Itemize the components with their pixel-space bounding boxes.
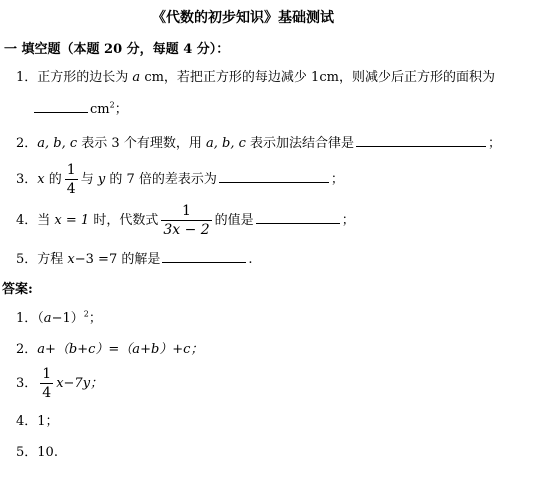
fraction-bar — [40, 383, 53, 384]
page-title: 《代数的初步知识》基础测试 — [152, 10, 334, 26]
answer-text: x−7y； — [56, 376, 104, 391]
answer-text: a+（b+c）=（a+b）+c； — [37, 342, 204, 357]
terminator: ； — [114, 102, 128, 117]
answer-text: 10. — [37, 445, 58, 460]
fraction-bar — [161, 220, 211, 221]
answer-blank[interactable] — [356, 134, 486, 147]
terminator: ； — [341, 213, 355, 228]
unit: cm — [90, 102, 110, 117]
fraction-denominator: 4 — [66, 181, 76, 197]
answer-4 — [16, 414, 59, 430]
fraction — [65, 162, 78, 197]
fraction-denominator: 4 — [42, 385, 52, 401]
question-number: 2． — [16, 136, 38, 151]
answer-number: 2． — [16, 342, 38, 357]
variables: a, b, c — [205, 136, 246, 151]
question-number: 1． — [16, 70, 38, 85]
question-5 — [16, 250, 253, 268]
answer-number: 1． — [16, 311, 38, 326]
variables: a, b, c — [37, 136, 78, 151]
question-text: 正方形的边长为 — [37, 70, 133, 85]
terminator: ； — [330, 172, 344, 187]
question-text: 的 7 倍的差表示为 — [105, 172, 217, 187]
variable: y — [97, 172, 106, 187]
answer-text: （ — [37, 311, 44, 326]
fraction — [40, 366, 53, 401]
terminator: . — [248, 252, 253, 267]
variable: x — [67, 252, 75, 267]
question-text: 的 — [44, 172, 62, 187]
question-number: 3． — [16, 172, 38, 187]
question-text: 的值是 — [214, 213, 254, 228]
expression: x = 1 — [54, 213, 90, 228]
section-heading: 一 填空题（本题 20 分，每题 4 分）： — [4, 42, 230, 57]
question-3 — [16, 162, 344, 198]
question-text: 方程 — [37, 252, 68, 267]
question-text: 表示加法结合律是 — [245, 136, 355, 151]
question-text: 当 — [37, 213, 55, 228]
question-2 — [16, 134, 501, 152]
question-text: 时，代数式 — [89, 213, 159, 228]
question-number: 5． — [16, 252, 38, 267]
answer-text: 1； — [37, 414, 59, 429]
terminator: ； — [488, 136, 502, 151]
answer-number: 4． — [16, 414, 38, 429]
fraction — [161, 203, 211, 238]
answer-text: −1） — [51, 311, 84, 326]
answer-blank[interactable] — [219, 170, 329, 183]
answer-blank[interactable] — [162, 250, 246, 263]
fraction-denominator: 3x − 2 — [163, 222, 210, 238]
variable: a — [43, 311, 52, 326]
answer-number: 5． — [16, 445, 38, 460]
question-number: 4． — [16, 213, 38, 228]
exponent: 2 — [83, 309, 89, 319]
answer-number: 3． — [16, 376, 38, 391]
terminator: ； — [88, 311, 102, 326]
question-text: 与 — [80, 172, 98, 187]
question-text: 表示 3 个有理数，用 — [77, 136, 206, 151]
answer-blank[interactable] — [256, 211, 340, 224]
fraction-numerator: 1 — [66, 162, 76, 178]
fraction-numerator: 1 — [182, 203, 191, 219]
answer-1 — [16, 311, 102, 327]
answer-5 — [16, 445, 58, 461]
fraction-bar — [65, 179, 78, 180]
answer-2 — [16, 342, 203, 358]
fraction-numerator: 1 — [42, 366, 52, 382]
question-1 — [16, 70, 495, 86]
answer-blank[interactable] — [34, 100, 88, 113]
unit-exponent: 2 — [109, 100, 115, 110]
question-text: cm，若把正方形的每边减少 1cm，则减少后正方形的面积为 — [140, 70, 495, 85]
question-text: −3 =7 的解是 — [74, 252, 161, 267]
question-1-answer-line — [32, 100, 128, 118]
variable: a — [132, 70, 141, 85]
variable: x — [37, 172, 45, 187]
answer-3 — [16, 366, 103, 402]
question-4 — [16, 202, 355, 240]
answers-heading: 答案: — [2, 282, 33, 297]
